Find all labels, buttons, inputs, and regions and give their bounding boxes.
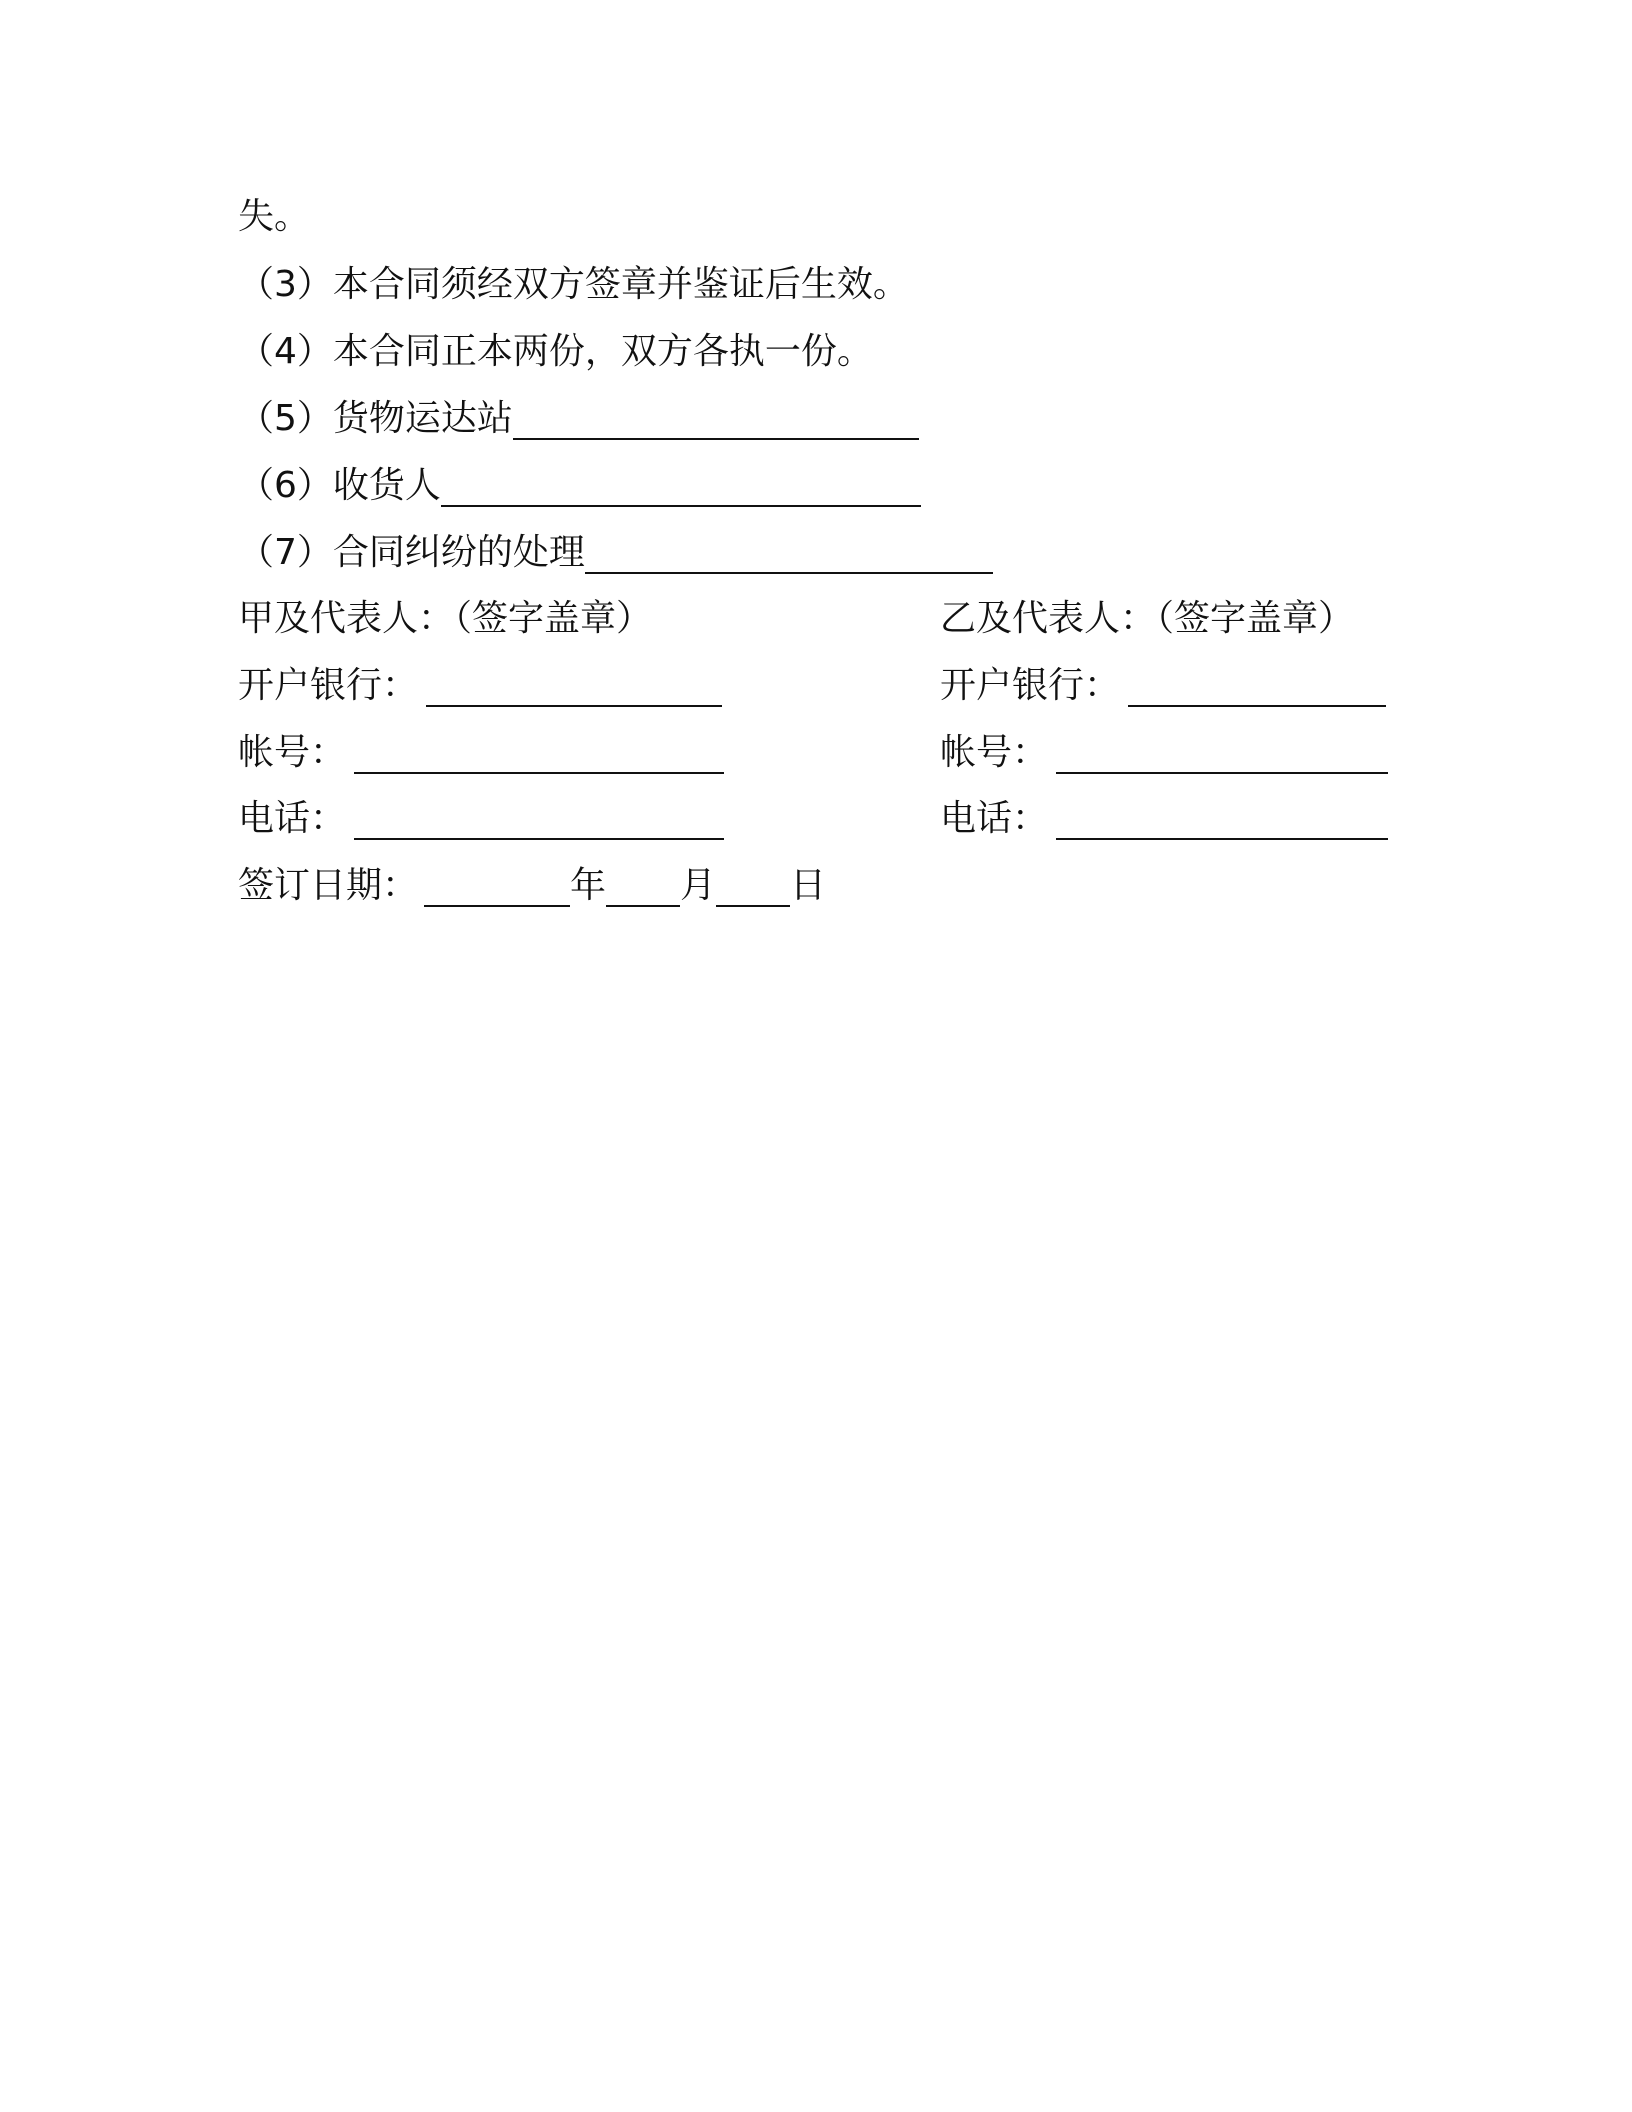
clause-4-text: （4）本合同正本两份，双方各执一份。 [238, 331, 873, 372]
party-b-phone-blank[interactable] [1056, 798, 1388, 840]
party-b-account-blank[interactable] [1056, 732, 1388, 774]
party-a-representative-label: 甲及代表人：（签字盖章） [238, 598, 653, 639]
signing-date-line [238, 859, 826, 913]
party-b-bank-label: 开户银行： [940, 665, 1121, 706]
continuation-line [238, 190, 310, 244]
year-label: 年 [570, 865, 607, 906]
consignee-blank[interactable] [441, 465, 921, 507]
signing-year-blank[interactable] [424, 865, 570, 907]
party-b-phone-label: 电话： [940, 798, 1049, 839]
party-b-representative-line [940, 592, 1354, 646]
party-a-bank-blank[interactable] [426, 665, 722, 707]
party-a-bank-label: 开户银行： [238, 665, 419, 706]
party-a-phone-label: 电话： [238, 798, 347, 839]
clause-5-label: （5）货物运达站 [238, 398, 513, 439]
clause-5 [238, 392, 919, 446]
clause-3 [238, 258, 909, 312]
party-a-account-label: 帐号： [238, 732, 347, 773]
clause-6-label: （6）收货人 [238, 465, 441, 506]
party-b-bank-line [940, 659, 1386, 713]
party-a-account-blank[interactable] [354, 732, 724, 774]
signing-day-blank[interactable] [716, 865, 790, 907]
clause-7-label: （7）合同纠纷的处理 [238, 532, 585, 573]
signing-month-blank[interactable] [606, 865, 680, 907]
day-label: 日 [790, 865, 827, 906]
party-b-account-label: 帐号： [940, 732, 1049, 773]
signing-date-label: 签订日期： [238, 865, 419, 906]
party-a-phone-blank[interactable] [354, 798, 724, 840]
dispute-resolution-blank[interactable] [585, 532, 993, 574]
party-b-account-line [940, 726, 1388, 780]
party-a-phone-line [238, 792, 724, 846]
party-b-bank-blank[interactable] [1128, 665, 1386, 707]
clause-7 [238, 526, 993, 580]
continuation-text: 失。 [238, 196, 311, 237]
party-b-representative-label: 乙及代表人：（签字盖章） [940, 598, 1355, 639]
clause-3-text: （3）本合同须经双方签章并鉴证后生效。 [238, 264, 909, 305]
party-a-account-line [238, 726, 724, 780]
party-b-phone-line [940, 792, 1388, 846]
clause-6 [238, 459, 921, 513]
party-a-representative-line [238, 592, 652, 646]
clause-4 [238, 325, 873, 379]
month-label: 月 [680, 865, 717, 906]
party-a-bank-line [238, 659, 722, 713]
destination-station-blank[interactable] [513, 398, 919, 440]
